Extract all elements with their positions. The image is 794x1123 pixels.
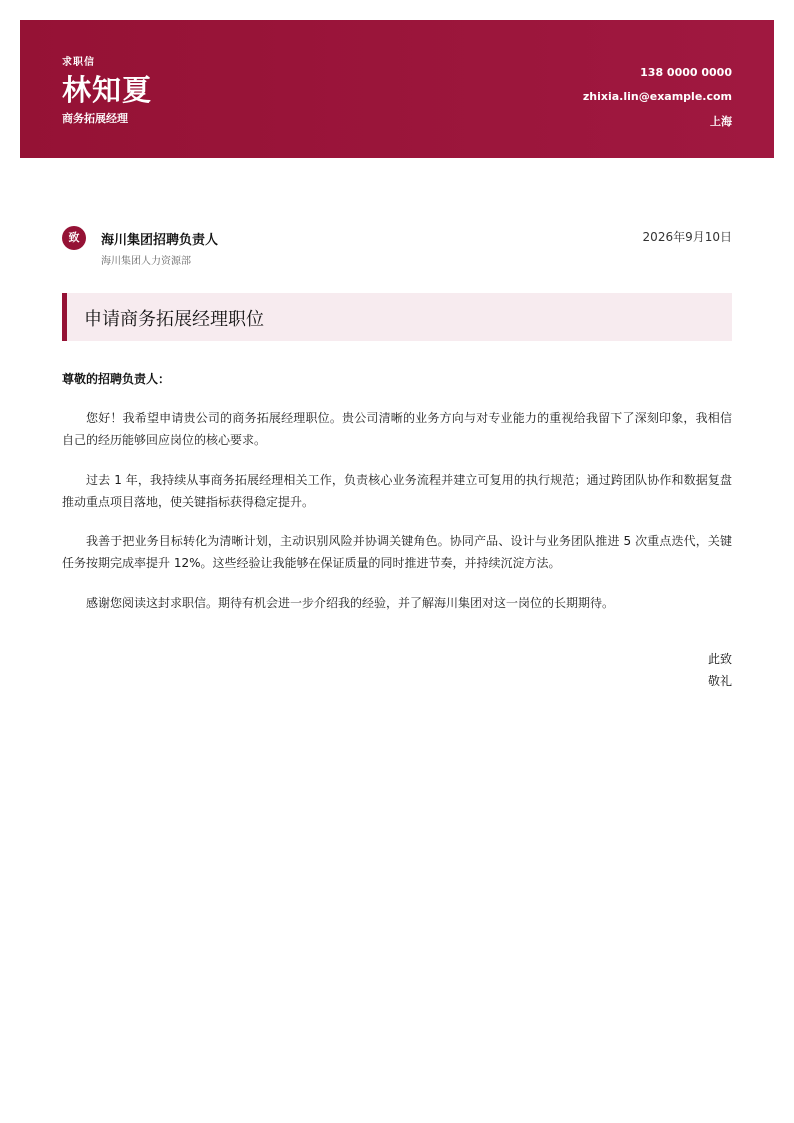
subject-box	[62, 293, 732, 341]
closing-block	[708, 648, 732, 692]
contact-phone: 138 0000 0000	[640, 66, 732, 79]
recipient-department: 海川集团人力资源部	[101, 256, 191, 267]
letter-date: 2026年9月10日	[642, 230, 732, 244]
recipient-badge: 致	[62, 226, 86, 250]
closing-line-1: 此致	[707, 652, 732, 666]
recipient-name: 海川集团招聘负责人	[101, 233, 219, 248]
letter-paragraph-1: 您好！我希望申请贵公司的商务拓展经理职位。贵公司清晰的业务方向与对专业能力的重视给我留下了深刻印象，我相信自己的经历能够回应岗位的核心要求。	[62, 411, 732, 447]
subject-title: 申请商务拓展经理职位	[84, 309, 264, 330]
contact-email: zhixia.lin@example.com	[582, 90, 732, 103]
letter-paragraph-4: 感谢您阅读这封求职信。期待有机会进一步介绍我的经验，并了解海川集团对这一岗位的长期期待。	[86, 596, 615, 610]
salutation: 尊敬的招聘负责人：	[62, 372, 171, 386]
contact-city: 上海	[710, 115, 732, 128]
applicant-role: 商务拓展经理	[62, 112, 128, 125]
closing-line-2: 敬礼	[707, 674, 732, 688]
applicant-name: 林知夏	[62, 73, 153, 107]
letter-paragraph-2: 过去 1 年，我持续从事商务拓展经理相关工作，负责核心业务流程并建立可复用的执行规范；通过跨团队协作和数据复盘推动重点项目落地，使关键指标获得稳定提升。	[62, 473, 732, 509]
header-banner	[20, 20, 774, 158]
letter-paragraph-3: 我善于把业务目标转化为清晰计划，主动识别风险并协调关键角色。协同产品、设计与业务团队推进 5 次重点迭代，关键任务按期完成率提升 12%。这些经验让我能够在保证质量的同时推进节奏，并持续沉淀方法。	[62, 534, 732, 570]
document-type-label: 求职信	[62, 57, 95, 68]
